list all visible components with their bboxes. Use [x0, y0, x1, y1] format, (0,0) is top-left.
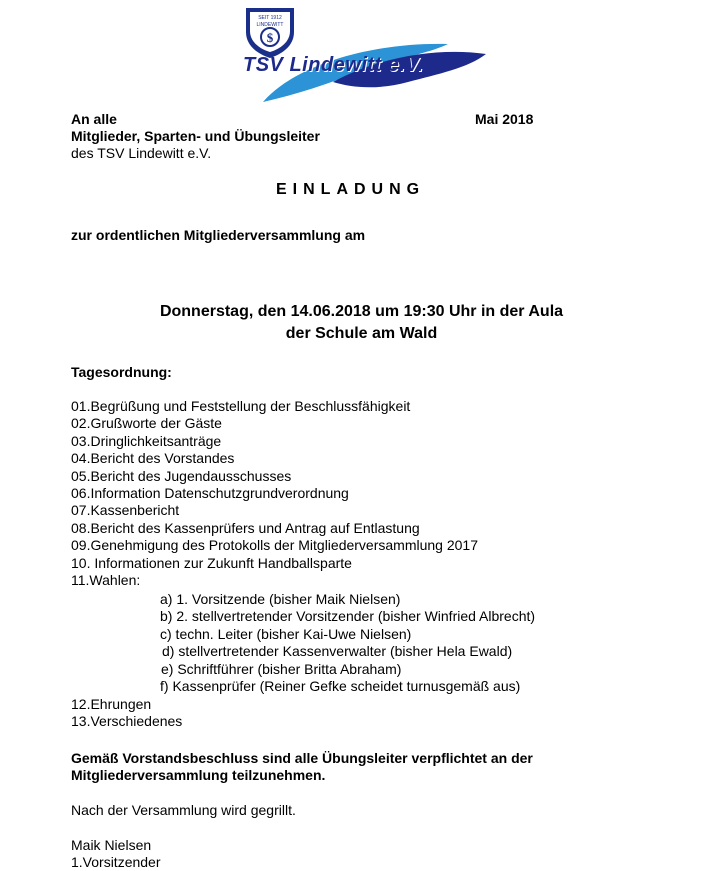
agenda-item: 02.Grußworte der Gäste — [71, 415, 222, 432]
election-item: c) techn. Leiter (bisher Kai-Uwe Nielsen) — [160, 626, 412, 642]
recipient-line-1: An alle — [71, 111, 117, 127]
recipient-line-2: Mitglieder, Sparten- und Übungsleiter — [71, 128, 320, 144]
svg-text:LINDEWITT: LINDEWITT — [256, 22, 284, 28]
agenda-item: 05.Bericht des Jugendausschusses — [71, 467, 292, 484]
agenda-item: 12.Ehrungen — [71, 696, 152, 712]
agenda-item: 11.Wahlen: — [71, 572, 141, 589]
club-logo — [238, 2, 493, 110]
signature-name: Maik Nielsen — [71, 837, 152, 853]
election-item: b) 2. stellvertretender Vorsitzender (bisher Winfried Albrecht) — [160, 608, 536, 624]
election-item: e) Schriftführer (bisher Britta Abraham) — [161, 661, 402, 677]
svg-text:$: $ — [266, 30, 274, 45]
notice-line-1: Gemäß Vorstandsbeschluss sind alle Übungsleiter verpflichtet an der — [71, 750, 533, 766]
notice-line-2: Mitgliederversammlung teilzunehmen. — [71, 767, 326, 783]
letter-date: Mai 2018 — [475, 111, 534, 127]
agenda-item: 09.Genehmigung des Protokolls der Mitgliederversammlung 2017 — [71, 537, 478, 554]
document-title: EINLADUNG — [276, 181, 426, 198]
agenda-item: 01.Begrüßung und Feststellung der Beschlussfähigkeit — [71, 398, 411, 414]
grill-note: Nach der Versammlung wird gegrillt. — [71, 802, 296, 818]
election-item: a) 1. Vorsitzende (bisher Maik Nielsen) — [160, 591, 401, 607]
agenda-title: Tagesordnung: — [71, 364, 172, 380]
agenda-list — [71, 398, 478, 589]
agenda-item: 06.Information Datenschutzgrundverordnung — [71, 485, 349, 502]
agenda-item: 08.Bericht des Kassenprüfers und Antrag auf Entlastung — [71, 519, 420, 536]
svg-text:SEIT 1912: SEIT 1912 — [258, 15, 282, 21]
agenda-list-end — [71, 696, 182, 731]
agenda-item: 07.Kassenbericht — [71, 502, 180, 519]
event-line-2: der Schule am Wald — [285, 325, 438, 342]
agenda-item: 03.Dringlichkeitsanträge — [71, 432, 222, 449]
club-logo-name: TSV Lindewitt e.V. — [243, 54, 424, 76]
agenda-item: 04.Bericht des Vorstandes — [71, 450, 235, 467]
event-line-1: Donnerstag, den 14.06.2018 um 19:30 Uhr in der Aula — [159, 303, 564, 320]
recipient-line-3: des TSV Lindewitt e.V. — [71, 145, 212, 161]
election-item: f) Kassenprüfer (Reiner Gefke scheidet turnusgemäß aus) — [160, 678, 521, 694]
agenda-item: 13.Verschiedenes — [71, 713, 183, 730]
signature-role: 1.Vorsitzender — [71, 854, 161, 870]
election-item: d) stellvertretender Kassenverwalter (bisher Hela Ewald) — [162, 643, 513, 659]
invitation-subtitle: zur ordentlichen Mitgliederversammlung am — [71, 227, 366, 243]
agenda-item: 10. Informationen zur Zukunft Handballsparte — [71, 554, 352, 571]
